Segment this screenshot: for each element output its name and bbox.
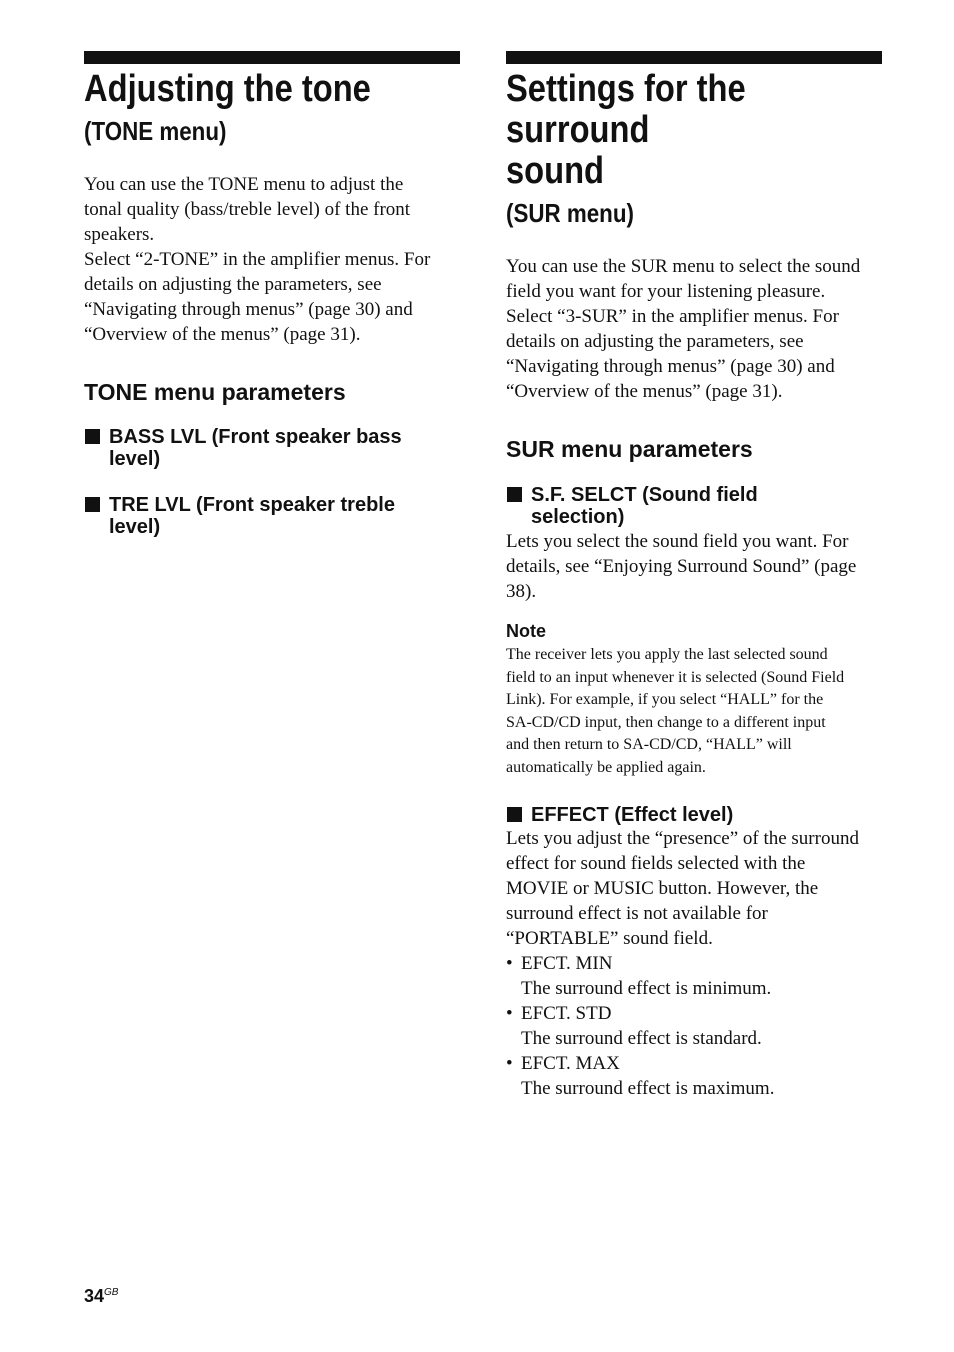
text-line: “Navigating through menus” (page 30) and: [84, 299, 413, 320]
title-line: sound: [506, 150, 605, 192]
bass-lvl-heading: [84, 426, 460, 470]
option-name: EFCT. MIN: [521, 952, 613, 974]
option-desc: The surround effect is standard.: [521, 1027, 762, 1049]
text-line: details on adjusting the parameters, see: [506, 331, 804, 352]
heading-line: TRE LVL (Front speaker treble: [109, 494, 395, 516]
heading-line: level): [109, 516, 161, 538]
square-bullet-icon: [85, 497, 100, 512]
option-desc: The surround effect is maximum.: [521, 1077, 775, 1099]
text-line: MOVIE or MUSIC button. However, the: [506, 877, 819, 899]
heading-line: BASS LVL (Front speaker bass: [109, 426, 402, 448]
list-item: [506, 1001, 882, 1051]
square-bullet-icon: [507, 487, 522, 502]
list-item: [506, 951, 882, 1001]
text-line: “Navigating through menus” (page 30) and: [506, 356, 835, 377]
effect-desc: [506, 826, 882, 951]
heading-line: EFFECT (Effect level): [531, 803, 734, 826]
bullet-dot-icon: •: [506, 1052, 513, 1074]
tone-intro: [84, 172, 460, 347]
tone-title: Adjusting the tone: [84, 68, 371, 110]
heading-line: selection): [531, 506, 625, 528]
text-line: effect for sound fields selected with the: [506, 852, 806, 874]
text-line: field to an input whenever it is selected (Sound Field: [506, 668, 845, 686]
text-line: speakers.: [84, 224, 155, 245]
text-line: and then return to SA-CD/CD, “HALL” will: [506, 736, 792, 754]
text-line: Lets you adjust the “presence” of the surround: [506, 827, 859, 849]
tre-lvl-heading: [84, 494, 460, 538]
text-line: “Overview of the menus” (page 31).: [506, 381, 783, 402]
section-rule: [506, 51, 882, 64]
tone-params-heading: TONE menu parameters: [84, 379, 346, 405]
text-line: details on adjusting the parameters, see: [84, 274, 382, 295]
bullet-dot-icon: •: [506, 952, 513, 974]
text-line: “PORTABLE” sound field.: [506, 927, 713, 949]
sur-section: [506, 51, 882, 1101]
section-rule: [84, 51, 460, 64]
bullet-dot-icon: •: [506, 1002, 513, 1024]
page-number: [84, 1282, 118, 1307]
option-desc: The surround effect is minimum.: [521, 977, 772, 999]
text-line: You can use the SUR menu to select the sound: [506, 256, 861, 277]
heading-line: level): [109, 448, 161, 470]
sur-subtitle: (SUR menu): [506, 198, 634, 228]
page-number-suffix: GB: [104, 1287, 119, 1298]
text-line: Select “2-TONE” in the amplifier menus. For: [84, 249, 431, 270]
effect-options-list: [506, 951, 882, 1101]
note-text: [506, 644, 882, 780]
text-line: field you want for your listening pleasure.: [506, 281, 826, 302]
page-number-value: 34: [84, 1286, 105, 1306]
text-line: Link). For example, if you select “HALL” for the: [506, 691, 824, 709]
option-name: EFCT. STD: [521, 1002, 612, 1024]
text-line: You can use the TONE menu to adjust the: [84, 174, 404, 195]
text-line: “Overview of the menus” (page 31).: [84, 324, 361, 345]
text-line: tonal quality (bass/treble level) of the front: [84, 199, 411, 220]
sf-selct-heading: [506, 484, 882, 528]
text-line: SA-CD/CD input, then change to a different input: [506, 713, 826, 731]
square-bullet-icon: [85, 429, 100, 444]
note-label: Note: [506, 621, 546, 641]
sur-title: [506, 69, 882, 192]
effect-heading: [506, 804, 882, 826]
text-line: surround effect is not available for: [506, 902, 768, 924]
list-item: [506, 1051, 882, 1101]
text-line: Lets you select the sound field you want. For: [506, 531, 849, 552]
option-name: EFCT. MAX: [521, 1052, 620, 1074]
tone-section: [84, 51, 460, 538]
sur-params-heading: SUR menu parameters: [506, 436, 753, 462]
tone-subtitle: (TONE menu): [84, 116, 227, 146]
text-line: 38).: [506, 581, 537, 602]
text-line: details, see “Enjoying Surround Sound” (page: [506, 556, 857, 577]
heading-line: S.F. SELCT (Sound field: [531, 484, 758, 506]
sur-intro: [506, 254, 882, 404]
text-line: Select “3-SUR” in the amplifier menus. For: [506, 306, 839, 327]
text-line: The receiver lets you apply the last selected sound: [506, 646, 828, 663]
square-bullet-icon: [507, 807, 522, 822]
title-line: Settings for the surround: [506, 68, 746, 151]
text-line: automatically be applied again.: [506, 758, 706, 776]
sf-selct-desc: [506, 529, 882, 604]
